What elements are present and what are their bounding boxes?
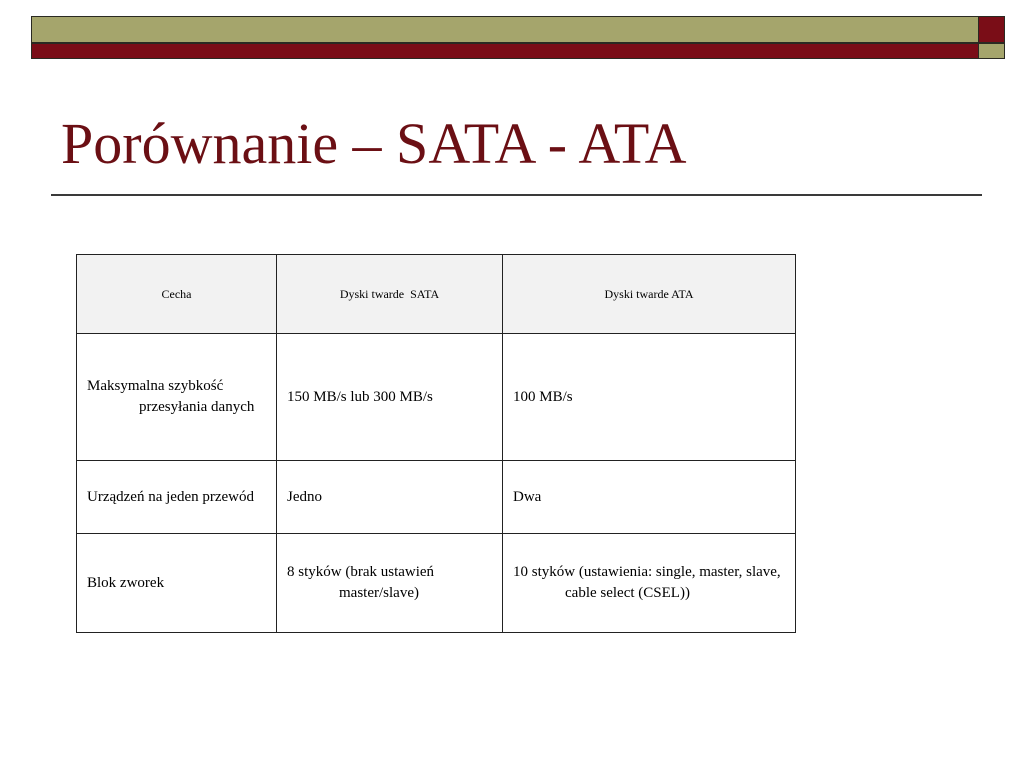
table-cell (503, 461, 796, 534)
table-cell-text: Blok zworek (87, 574, 165, 591)
comparison-table (76, 254, 796, 633)
table-cell-text: Maksymalna szybkość przesyłania danych (87, 378, 255, 415)
header-corner-square-olive (978, 43, 1005, 59)
table-row (77, 534, 796, 633)
table-cell (503, 334, 796, 461)
table-row (77, 461, 796, 534)
table-cell (77, 534, 277, 633)
table-header-row (77, 255, 796, 334)
table-cell (277, 461, 503, 534)
table-row (77, 334, 796, 461)
table-cell (277, 334, 503, 461)
table-header-cell: Cecha (77, 255, 277, 334)
table-cell-text: 10 styków (ustawienia: single, master, slave, cable select (CSEL)) (513, 564, 781, 601)
table-header-cell: Dyski twarde ATA (503, 255, 796, 334)
table-cell (77, 461, 277, 534)
title-divider (51, 194, 982, 196)
table-cell-text: 8 styków (brak ustawień master/slave) (287, 564, 435, 601)
slide-title: Porównanie – SATA - ATA (61, 111, 687, 176)
header-corner-square-red (978, 16, 1005, 43)
header-bar-olive (31, 16, 979, 43)
table-header-cell: Dyski twarde SATA (277, 255, 503, 334)
table-cell-text: Urządzeń na jeden przewód (87, 488, 254, 505)
header-bar-red (31, 43, 979, 59)
table-cell (277, 534, 503, 633)
table-cell-text: 100 MB/s (513, 388, 573, 405)
table-cell-text: Dwa (513, 488, 542, 505)
table-cell-text: 150 MB/s lub 300 MB/s (287, 388, 433, 405)
table-cell (77, 334, 277, 461)
table-cell (503, 534, 796, 633)
table-cell-text: Jedno (287, 488, 322, 505)
